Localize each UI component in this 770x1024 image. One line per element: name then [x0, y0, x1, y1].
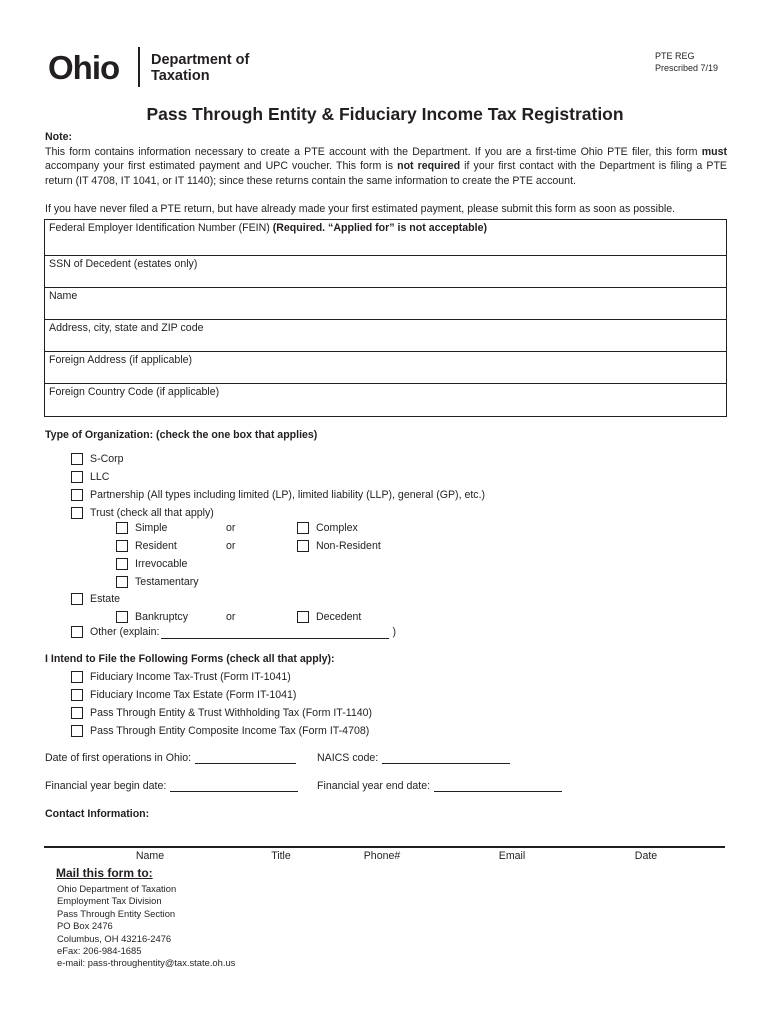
first-operations-line[interactable] [195, 752, 296, 764]
note-label: Note: [45, 131, 73, 143]
contact-email-label: Email [498, 850, 526, 862]
forms-heading: I Intend to File the Following Forms (check all that apply): [45, 653, 335, 665]
org-scorp-option[interactable]: S-Corp [71, 450, 124, 468]
mailing-address [57, 883, 235, 970]
contact-signature-line[interactable] [44, 846, 725, 848]
mail-line: Pass Through Entity Section [57, 907, 176, 919]
contact-date-label: Date [634, 850, 658, 862]
fein-field[interactable]: Federal Employer Identification Number (FEIN) (Required. “Applied for” is not acceptable) [49, 222, 487, 234]
partnership-checkbox[interactable] [71, 489, 83, 501]
mail-line: Columbus, OH 43216-2476 [57, 932, 172, 944]
contact-title-label: Title [271, 850, 291, 862]
estate-decedent-option[interactable]: Decedent [297, 608, 361, 626]
form-title: Pass Through Entity & Fiduciary Income Tax Registration [146, 104, 624, 124]
trust-irrevocable-option[interactable]: Irrevocable [116, 555, 187, 573]
org-estate-option[interactable]: Estate [71, 590, 120, 608]
org-partnership-option[interactable]: Partnership (All types including limited (LP), limited liability (LLP), general (GP), etc.) [71, 486, 485, 504]
note-section [45, 130, 727, 217]
org-other-option[interactable]: Other (explain: ) [71, 623, 396, 641]
naics-code: NAICS code: [317, 752, 510, 764]
trust-simple-option[interactable]: Simple [116, 519, 167, 537]
logo-divider [138, 47, 140, 87]
other-checkbox[interactable] [71, 626, 83, 638]
org-llc-option[interactable]: LLC [71, 468, 109, 486]
department-name [151, 52, 249, 84]
simple-checkbox[interactable] [116, 522, 128, 534]
mail-line: Employment Tax Division [57, 895, 162, 907]
trust-resident-option[interactable]: Resident [116, 537, 177, 555]
trust-checkbox[interactable] [71, 507, 83, 519]
naics-line[interactable] [382, 752, 510, 764]
or-label: or [226, 611, 236, 623]
resident-checkbox[interactable] [116, 540, 128, 552]
nonresident-checkbox[interactable] [297, 540, 309, 552]
mail-heading: Mail this form to: [56, 866, 153, 880]
estate-bankruptcy-option[interactable]: Bankruptcy [116, 608, 188, 626]
ohio-logo-word: Ohio [48, 49, 120, 86]
financial-year-begin: Financial year begin date: [45, 780, 298, 792]
mail-line: PO Box 2476 [57, 920, 113, 932]
fy-end-line[interactable] [434, 780, 562, 792]
name-field[interactable]: Name [45, 287, 726, 319]
note-paragraph-1: This form contains information necessary to create a PTE account with the Department. If you are a first-time Ohio PTE filer, this form must accompany your first estimated payment and UPC voucher. This form is not required if your first contact with the Department is filing a PTE return (IT 4708, IT 1041, or IT 1140); since these returns contain the same information to create the PTE account. [45, 145, 727, 187]
decedent-checkbox[interactable] [297, 611, 309, 623]
or-label: or [226, 540, 236, 552]
form-it4708-option[interactable]: Pass Through Entity Composite Income Tax (Form IT-4708) [71, 722, 369, 740]
form-it1140-option[interactable]: Pass Through Entity & Trust Withholding Tax (Form IT-1140) [71, 704, 372, 722]
mail-efax: eFax: 206-984-1685 [57, 945, 142, 957]
bankruptcy-checkbox[interactable] [116, 611, 128, 623]
prescribed-date: Prescribed 7/19 [655, 63, 719, 73]
complex-checkbox[interactable] [297, 522, 309, 534]
form-code: PTE REG [655, 51, 695, 61]
department-line-2: Taxation [151, 68, 210, 84]
contact-phone-label: Phone# [363, 850, 401, 862]
form-identifier [655, 50, 718, 74]
first-operations-date: Date of first operations in Ohio: [45, 752, 296, 764]
foreign-country-code-field[interactable]: Foreign Country Code (if applicable) [45, 383, 726, 416]
foreign-address-field[interactable]: Foreign Address (if applicable) [45, 351, 726, 383]
note-paragraph-2: If you have never filed a PTE return, but have already made your first estimated payment, please submit this form as soon as possible. [45, 203, 676, 215]
or-label: or [226, 522, 236, 534]
department-line-1: Department of [151, 52, 250, 68]
entity-fields-table [44, 219, 727, 417]
org-trust-option[interactable]: Trust (check all that apply) [71, 504, 214, 522]
trust-complex-option[interactable]: Complex [297, 519, 358, 537]
estate-checkbox[interactable] [71, 593, 83, 605]
org-type-heading: Type of Organization: (check the one box that applies) [45, 429, 318, 441]
trust-testamentary-option[interactable]: Testamentary [116, 573, 199, 591]
contact-heading: Contact Information: [45, 808, 150, 820]
contact-name-label: Name [135, 850, 165, 862]
mail-email: e-mail: pass-throughentity@tax.state.oh.us [57, 957, 236, 969]
mail-line: Ohio Department of Taxation [57, 883, 177, 894]
form-it1041-estate-option[interactable]: Fiduciary Income Tax Estate (Form IT-1041) [71, 686, 296, 704]
testamentary-checkbox[interactable] [116, 576, 128, 588]
it1041-trust-checkbox[interactable] [71, 671, 83, 683]
other-explain-line[interactable] [161, 626, 389, 639]
it4708-checkbox[interactable] [71, 725, 83, 737]
ssn-decedent-field[interactable]: SSN of Decedent (estates only) [45, 255, 726, 287]
llc-checkbox[interactable] [71, 471, 83, 483]
financial-year-end: Financial year end date: [317, 780, 562, 792]
form-it1041-trust-option[interactable]: Fiduciary Income Tax-Trust (Form IT-1041) [71, 668, 291, 686]
address-field[interactable]: Address, city, state and ZIP code [45, 319, 726, 351]
trust-nonresident-option[interactable]: Non-Resident [297, 537, 381, 555]
fy-begin-line[interactable] [170, 780, 298, 792]
scorp-checkbox[interactable] [71, 453, 83, 465]
irrevocable-checkbox[interactable] [116, 558, 128, 570]
it1041-estate-checkbox[interactable] [71, 689, 83, 701]
it1140-checkbox[interactable] [71, 707, 83, 719]
